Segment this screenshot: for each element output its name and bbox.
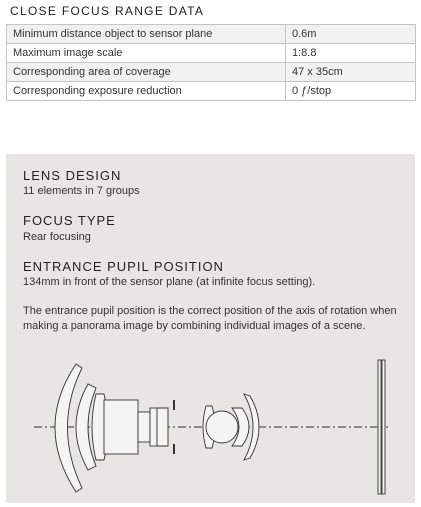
middle-element-2 <box>150 408 157 446</box>
entrance-pupil-description: The entrance pupil position is the correct position of the axis of rotation when making a panorama image by combining individual images of a scene. <box>23 305 397 332</box>
middle-element-1 <box>138 412 150 442</box>
sensor-glass-2 <box>382 360 385 494</box>
sensor-glass-1 <box>378 360 381 494</box>
lens-info-panel <box>6 154 415 503</box>
lens-design-heading: LENS DESIGN <box>23 168 122 183</box>
row-label: Corresponding exposure reduction <box>7 82 286 101</box>
close-focus-table <box>6 24 416 101</box>
table-row <box>7 63 416 82</box>
close-focus-title: CLOSE FOCUS RANGE DATA <box>10 4 205 18</box>
row-value: 1:8.8 <box>286 44 416 63</box>
front-barrel <box>104 400 138 454</box>
table-row <box>7 44 416 63</box>
lens-design-text: 11 elements in 7 groups <box>23 185 140 197</box>
focus-type-heading: FOCUS TYPE <box>23 213 116 228</box>
rear-element-2 <box>206 411 238 443</box>
row-value: 47 x 35cm <box>286 63 416 82</box>
entrance-pupil-heading: ENTRANCE PUPIL POSITION <box>23 259 224 274</box>
entrance-pupil-text: 134mm in front of the sensor plane (at infinite focus setting). <box>23 276 316 288</box>
middle-element-3 <box>157 408 168 446</box>
row-value: 0.6m <box>286 25 416 44</box>
row-label: Maximum image scale <box>7 44 286 63</box>
lens-diagram <box>6 354 415 499</box>
row-label: Minimum distance object to sensor plane <box>7 25 286 44</box>
row-label: Corresponding area of coverage <box>7 63 286 82</box>
table-row <box>7 25 416 44</box>
focus-type-text: Rear focusing <box>23 231 91 243</box>
table-row <box>7 82 416 101</box>
row-value: 0 ƒ/stop <box>286 82 416 101</box>
